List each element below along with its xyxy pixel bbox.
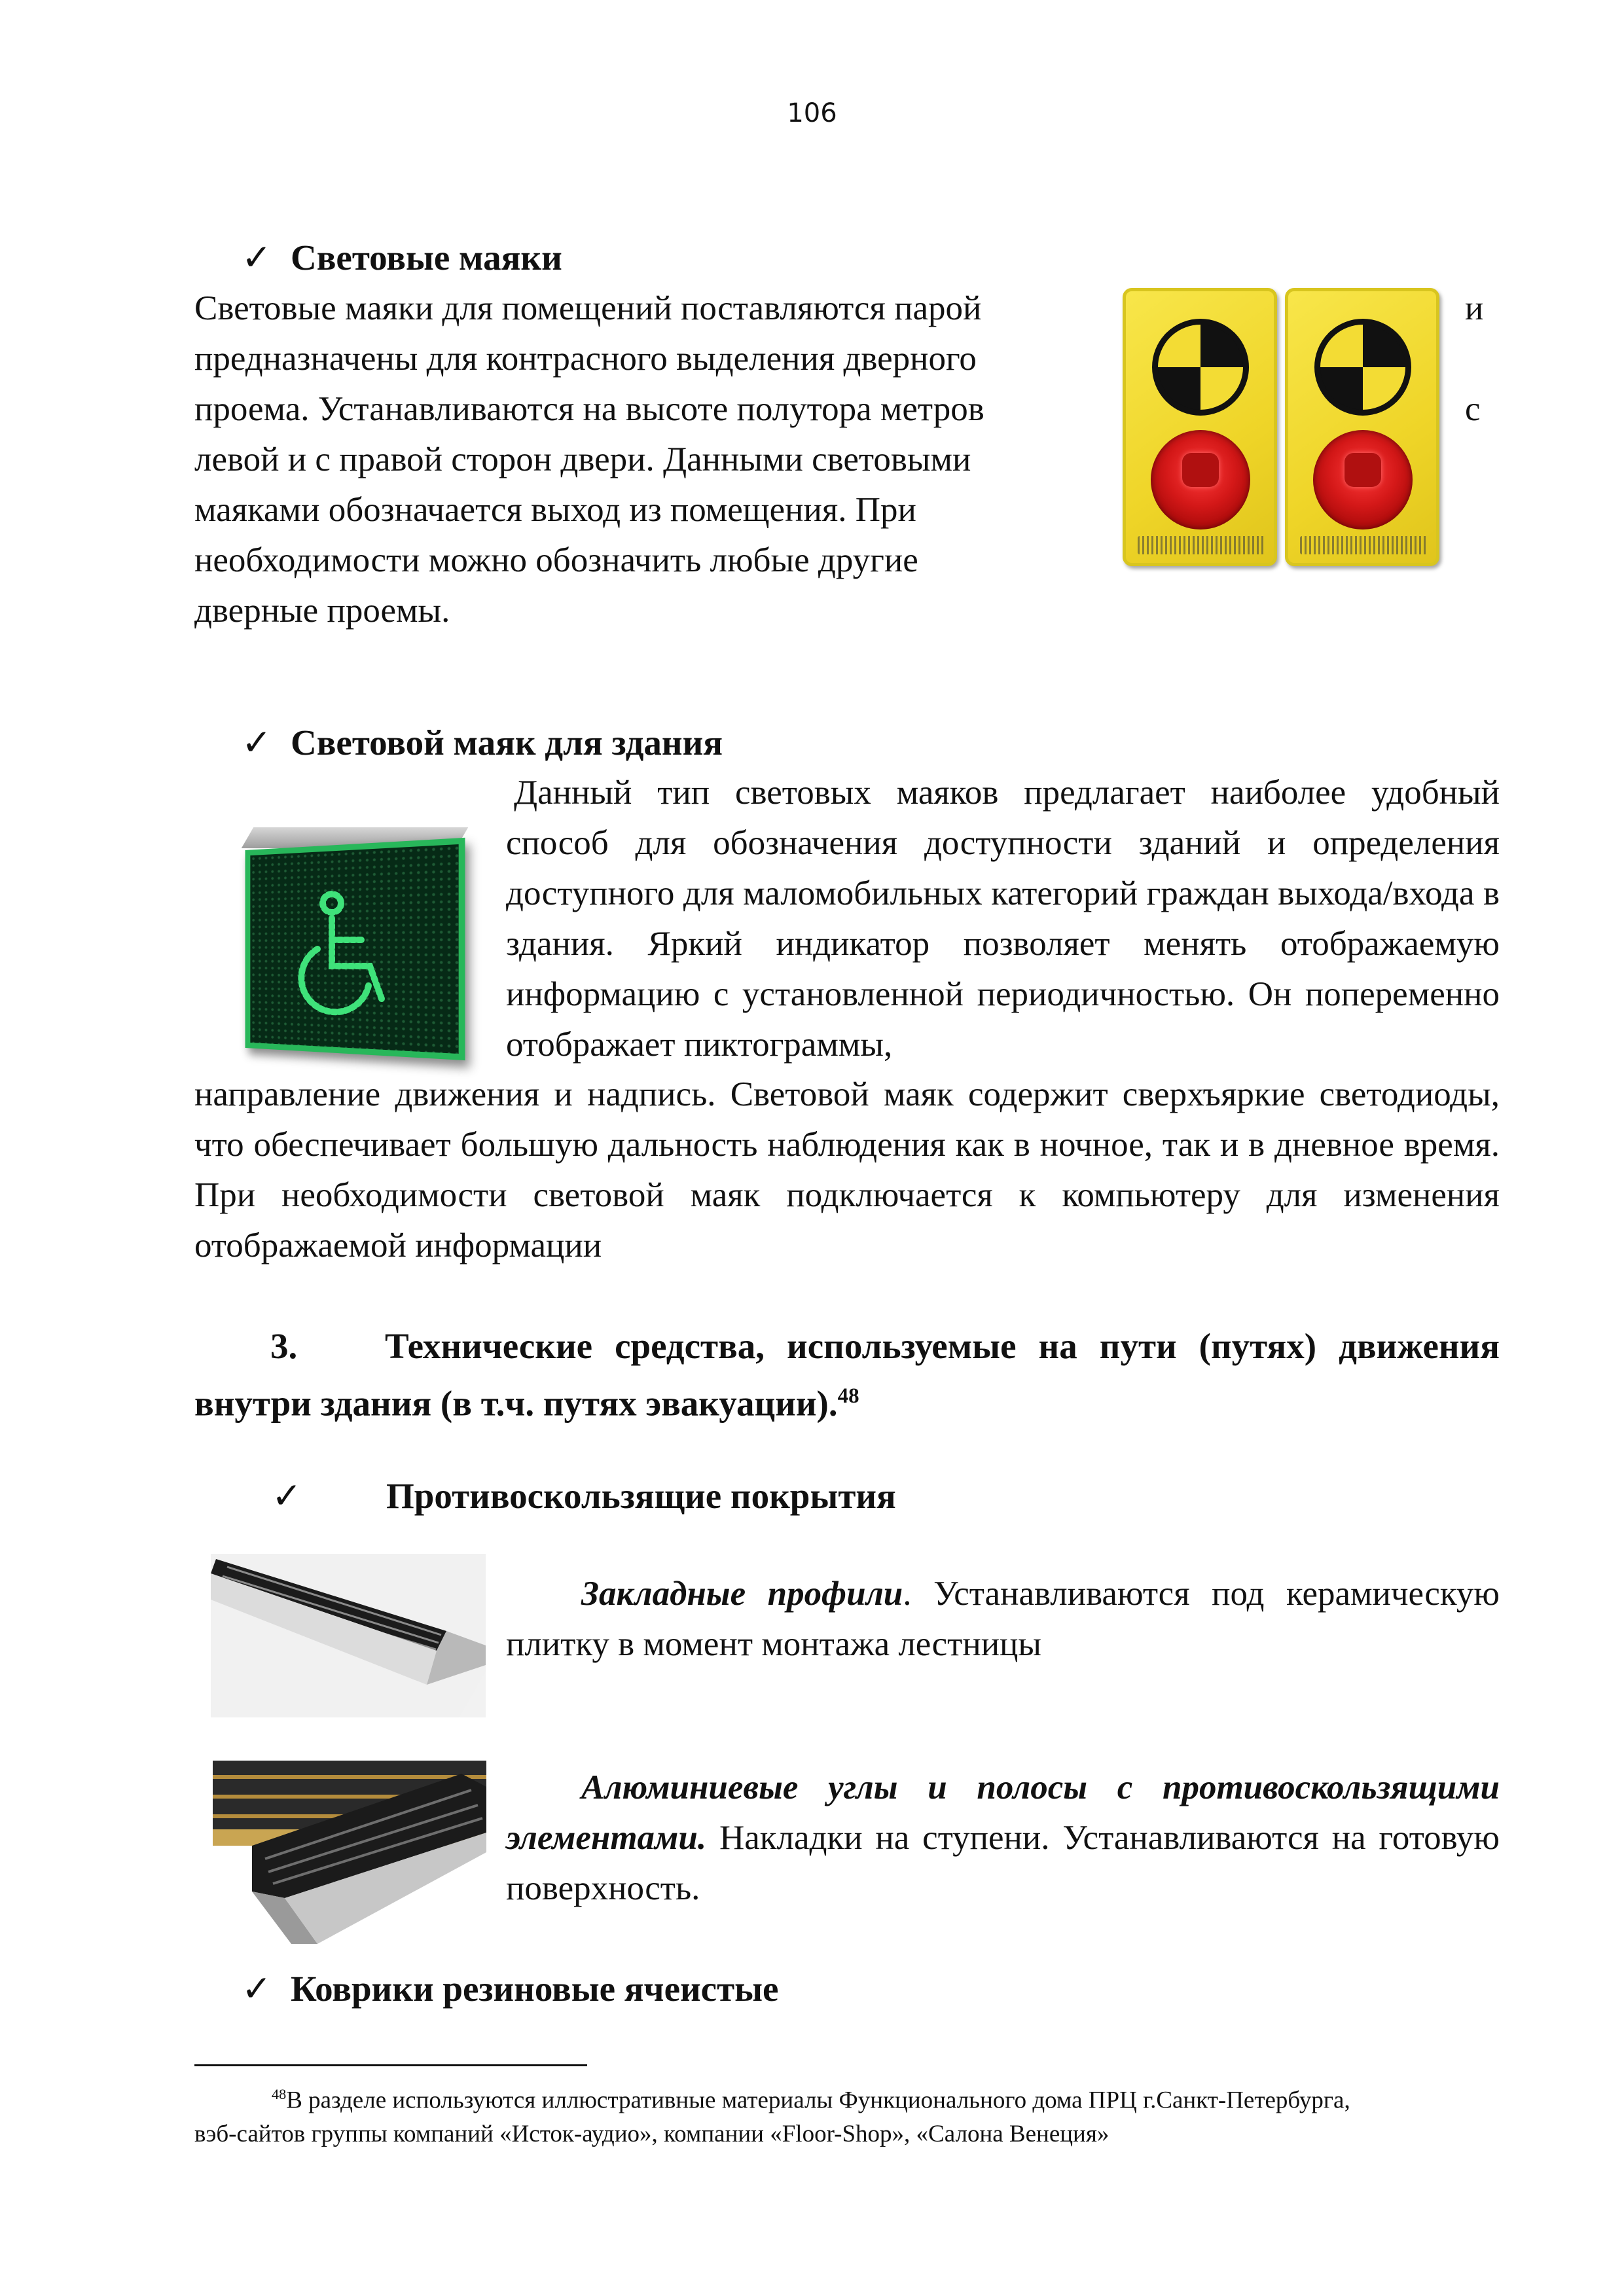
- text-fragment: и: [1465, 289, 1484, 327]
- paragraph: [506, 1569, 1500, 1670]
- braille-plate: [1138, 536, 1266, 554]
- profile-2-description: [506, 1763, 1500, 1914]
- text-line: Световые маяки для помещений поставляются парой: [194, 289, 982, 327]
- heading-line: [194, 1321, 1500, 1371]
- light-beacon-image: [1123, 288, 1277, 566]
- building-beacon-text-full: [194, 1069, 1500, 1271]
- heading-text: Световой маяк для здания: [291, 723, 723, 762]
- heading-text: Противоскользящие покрытия: [386, 1476, 896, 1516]
- text-line: необходимости можно обозначить любые другие: [194, 541, 918, 579]
- heading-text: Коврики резиновые ячеистые: [291, 1969, 779, 2009]
- embedded-profile-image: [211, 1554, 486, 1717]
- footnote-line: [194, 2077, 1500, 2117]
- crosshair-icon: [1314, 319, 1411, 416]
- text-line: проема. Устанавливаются на высоте полутора метров: [194, 390, 984, 428]
- heading-text: внутри здания (в т.ч. путях эвакуации).: [194, 1383, 838, 1424]
- footnote-separator: [194, 2064, 587, 2066]
- footnote-ref: 48: [837, 1384, 859, 1408]
- heading-line: [194, 1371, 1500, 1428]
- text-line: левой и с правой сторон двери. Данными световыми: [194, 440, 971, 478]
- beacon-description: [194, 283, 1098, 636]
- footnote-line: вэб-сайтов группы компаний «Исток-аудио», компании «Floor-Shop», «Салона Венеция»: [194, 2121, 1110, 2148]
- item-title: Закладные профили: [581, 1575, 903, 1613]
- section-light-beacons: [194, 232, 1504, 283]
- text-line: предназначены для контрасного выделения дверного: [194, 340, 977, 378]
- paragraph: [506, 1763, 1500, 1914]
- section-heading: [194, 717, 1504, 768]
- item-title: Алюминиевые углы и полосы с противоскользящими элементами.: [506, 1768, 1500, 1857]
- red-lamp-icon: [1151, 430, 1250, 529]
- footnote: [194, 2077, 1500, 2151]
- section-rubber-mats: [194, 1964, 1504, 2014]
- profile-1-description: [506, 1569, 1500, 1670]
- section-heading: [194, 232, 1504, 283]
- heading-text: Световые маяки: [291, 238, 562, 278]
- building-beacon-text-beside: [506, 768, 1500, 1070]
- checkmark-icon: ✓: [242, 1969, 272, 2009]
- section-number: 3.: [270, 1326, 298, 1366]
- section-3-heading: [194, 1321, 1500, 1428]
- light-beacon-image: [1285, 288, 1439, 566]
- footnote-text: В разделе используются иллюстративные материалы Функционального дома ПРЦ г.Санкт-Петербурга,: [286, 2087, 1350, 2114]
- checkmark-icon: ✓: [242, 723, 272, 762]
- section-anti-slip: [194, 1471, 1504, 1521]
- text-fragment: с: [1465, 390, 1481, 428]
- page-number: 106: [787, 98, 837, 128]
- text-line: дверные проемы.: [194, 592, 450, 630]
- braille-plate: [1300, 536, 1428, 554]
- item-text: . Устанавливаются под керамическую плитку в момент монтажа лестницы: [506, 1575, 1500, 1663]
- aluminium-corner-image: [213, 1748, 486, 1944]
- text-line: маяками обозначается выход из помещения. При: [194, 491, 916, 529]
- section-building-beacon: [194, 717, 1504, 768]
- checkmark-icon: ✓: [242, 238, 272, 278]
- paragraph: направление движения и надпись. Световой маяк содержит сверхъяркие светодиоды, что обеспечивает большую дальность наблюдения как в ночное, так и в дневное время. При необходимости световой маяк подключается к компьютеру для изменения отображаемой информации: [194, 1075, 1500, 1265]
- checkmark-icon: ✓: [272, 1476, 302, 1516]
- crosshair-icon: [1152, 319, 1249, 416]
- heading-text: Технические средства, используемые на пути (путях) движения: [385, 1326, 1500, 1366]
- building-beacon-image: [229, 818, 471, 1060]
- wheelchair-icon: [291, 889, 403, 1020]
- footnote-number: 48: [272, 2086, 287, 2102]
- section-heading: [194, 1471, 1504, 1521]
- paragraph: Данный тип световых маяков предлагает наиболее удобный способ для обозначения доступности зданий и определения доступного для маломобильных категорий граждан выхода/входа в здания. Яркий индикатор позволяет менять отображаемую информацию с установленной периодичностью. Он попеременно отображает пиктограммы,: [506, 774, 1500, 1064]
- section-heading: [194, 1964, 1504, 2014]
- item-text: Накладки на ступени. Устанавливаются на готовую поверхность.: [506, 1819, 1500, 1907]
- red-lamp-icon: [1313, 430, 1413, 529]
